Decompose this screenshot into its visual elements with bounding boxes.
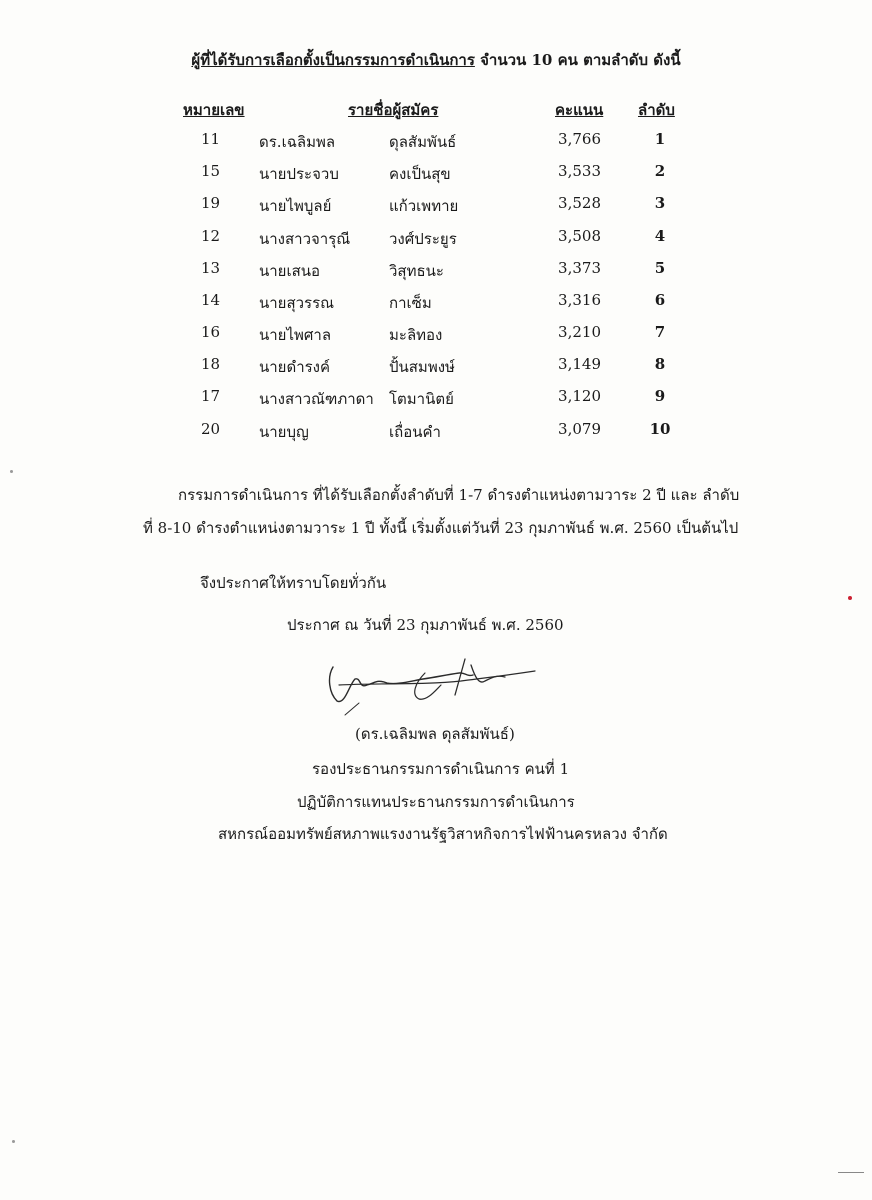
signatory-name: (ดร.เฉลิมพล ดุลสัมพันธ์) [355, 725, 515, 743]
signatory-title-1: รองประธานกรรมการดำเนินการ คนที่ 1 [312, 760, 570, 778]
heading-underlined: ผู้ที่ได้รับการเลือกตั้งเป็นกรรมการดำเนินการ [191, 51, 475, 69]
cell-first-name: นายสุวรรณ [259, 294, 335, 312]
cell-last-name: มะลิทอง [389, 326, 443, 344]
cell-first-name: นายบุญ [259, 423, 309, 441]
cell-rank: 9 [654, 387, 666, 405]
date-line: ประกาศ ณ วันที่ 23 กุมภาพันธ์ พ.ศ. 2560 [287, 616, 564, 634]
table-row [0, 355, 872, 387]
header-name: รายชื่อผู้สมัคร [348, 101, 439, 119]
cell-number: 15 [201, 162, 221, 180]
cell-last-name: วงศ์ประยูร [389, 230, 457, 248]
cell-last-name: วิสุทธนะ [389, 262, 444, 280]
cell-number: 20 [201, 420, 221, 438]
cell-score: 3,120 [558, 387, 601, 405]
cell-number: 12 [201, 227, 221, 245]
cell-last-name: ปั้นสมพงษ์ [389, 358, 455, 376]
cell-score: 3,079 [558, 420, 601, 438]
cell-score: 3,528 [558, 194, 601, 212]
cell-rank: 5 [654, 259, 666, 277]
table-row [0, 162, 872, 194]
cell-rank: 3 [654, 194, 666, 212]
cell-number: 17 [201, 387, 221, 405]
scan-speck [848, 596, 852, 600]
cell-number: 14 [201, 291, 221, 309]
cell-last-name: กาเซ็ม [389, 294, 432, 312]
cell-score: 3,508 [558, 227, 601, 245]
cell-number: 16 [201, 323, 221, 341]
cell-first-name: ดร.เฉลิมพล [259, 133, 336, 151]
header-rank: ลำดับ [638, 101, 675, 119]
cell-last-name: คงเป็นสุข [389, 165, 451, 183]
cell-last-name: ดุลสัมพันธ์ [389, 133, 457, 151]
scan-speck [12, 1140, 15, 1143]
table-row [0, 420, 872, 452]
cell-rank: 1 [654, 130, 666, 148]
cell-score: 3,210 [558, 323, 601, 341]
signature [315, 655, 545, 725]
table-row [0, 387, 872, 419]
cell-first-name: นางสาวจารุณี [259, 230, 351, 248]
table-row [0, 291, 872, 323]
document-heading [0, 48, 872, 72]
header-number: หมายเลข [183, 101, 245, 119]
cell-score: 3,149 [558, 355, 601, 373]
table-row [0, 194, 872, 226]
cell-first-name: นางสาวณัฑภาดา [259, 390, 374, 408]
cell-number: 18 [201, 355, 221, 373]
cell-last-name: โตมานิตย์ [389, 390, 454, 408]
cell-number: 13 [201, 259, 221, 277]
scan-speck [10, 470, 13, 473]
table-row [0, 227, 872, 259]
announcement: จึงประกาศให้ทราบโดยทั่วกัน [200, 574, 387, 592]
cell-first-name: นายดำรงค์ [259, 358, 331, 376]
cell-first-name: นายเสนอ [259, 262, 321, 280]
cell-rank: 6 [654, 291, 666, 309]
cell-first-name: นายไพศาล [259, 326, 332, 344]
cell-last-name: แก้วเพทาย [389, 197, 459, 215]
cell-number: 11 [201, 130, 221, 148]
cell-rank: 10 [649, 420, 671, 438]
cell-score: 3,316 [558, 291, 601, 309]
organization-name: สหกรณ์ออมทรัพย์สหภาพแรงงานรัฐวิสาหกิจการไฟฟ้านครหลวง จำกัด [218, 825, 668, 843]
cell-rank: 2 [654, 162, 666, 180]
cell-number: 19 [201, 194, 221, 212]
cell-rank: 8 [654, 355, 666, 373]
cell-score: 3,373 [558, 259, 601, 277]
header-score: คะแนน [555, 101, 604, 119]
heading-rest: จำนวน 10 คน ตามลำดับ ดังนี้ [480, 51, 681, 69]
cell-score: 3,533 [558, 162, 601, 180]
term-line-1: กรรมการดำเนินการ ที่ได้รับเลือกตั้งลำดับที่ 1-7 ดำรงตำแหน่งตามวาระ 2 ปี และ ลำดับ [178, 486, 740, 504]
cell-rank: 7 [654, 323, 666, 341]
table-row [0, 323, 872, 355]
scan-mark [838, 1172, 864, 1173]
term-line-2: ที่ 8-10 ดำรงตำแหน่งตามวาระ 1 ปี ทั้งนี้ เริ่มตั้งแต่วันที่ 23 กุมภาพันธ์ พ.ศ. 2560 เป็นต้นไป [143, 519, 739, 537]
cell-first-name: นายไพบูลย์ [259, 197, 332, 215]
table-row [0, 130, 872, 162]
table-row [0, 259, 872, 291]
cell-rank: 4 [654, 227, 666, 245]
signatory-title-2: ปฏิบัติการแทนประธานกรรมการดำเนินการ [297, 793, 575, 811]
cell-first-name: นายประจวบ [259, 165, 339, 183]
cell-score: 3,766 [558, 130, 601, 148]
cell-last-name: เถื่อนคำ [389, 423, 441, 441]
